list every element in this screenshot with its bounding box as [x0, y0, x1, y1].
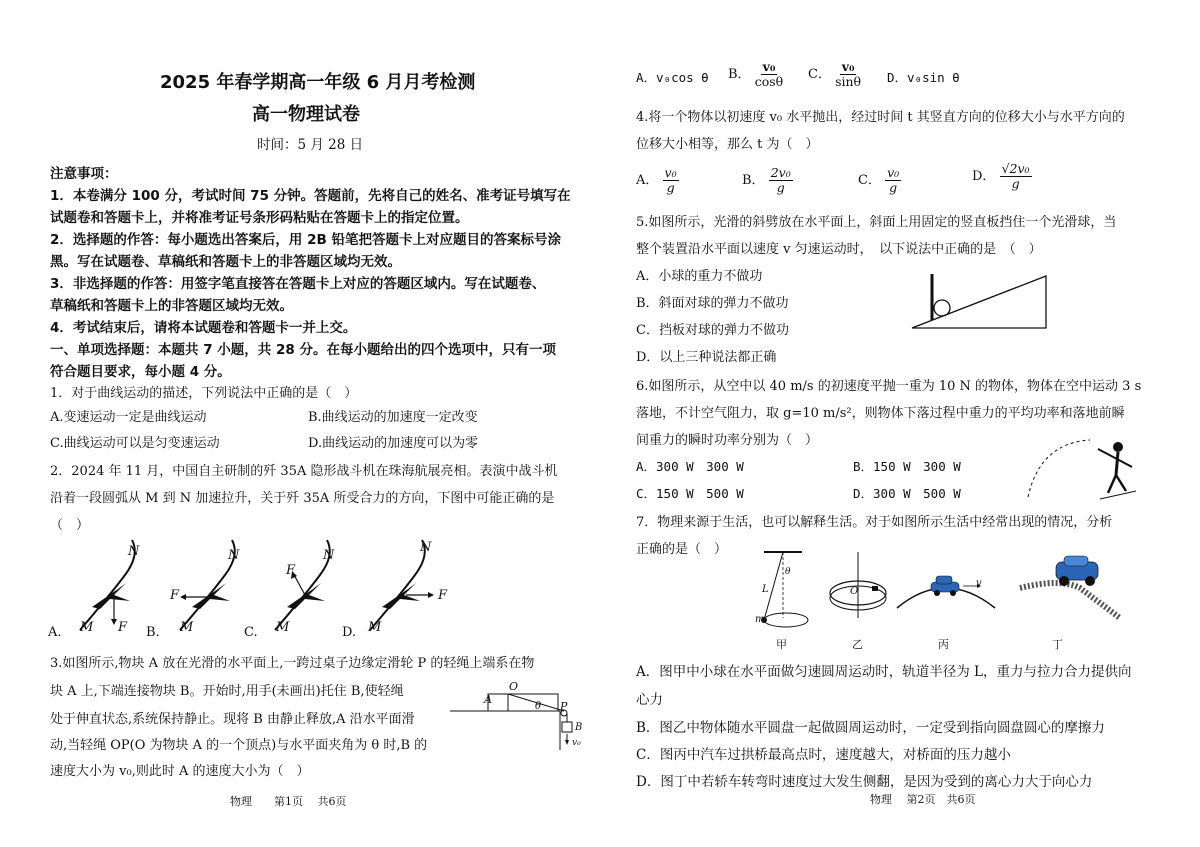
q7-line: 7．物理来源于生活，也可以解释生活。对于如图所示生活中经常出现的情况，分析 [636, 515, 1113, 530]
q2-line: （ ） [50, 518, 90, 533]
q3-line: 3.如图所示,物块 A 放在光滑的水平面上,一跨过桌子边缘定滑轮 P 的轻绳上端系在物 [50, 656, 535, 671]
exam-date: 时间：5 月 28 日 [257, 137, 364, 153]
q5-option-c: C．挡板对球的弹力不做功 [636, 323, 789, 338]
q7-fig-l: L [762, 584, 769, 595]
q2-option-b: B. [146, 625, 160, 640]
label-f: F [170, 588, 180, 603]
q5-line: 整个装置沿水平面以速度 v 匀速运动时， 以下说法中正确的是 （ ） [636, 242, 1042, 257]
q7-figures [750, 548, 1130, 648]
section-heading: 符合题目要求，每小题 4 分。 [50, 364, 231, 380]
q7-option-b: B．图乙中物体随水平圆盘一起做圆周运动时，一定受到指向圆盘圆心的摩擦力 [636, 720, 1105, 736]
q7-fig-label-yi: 乙 [852, 638, 863, 651]
exam-subtitle: 高一物理试卷 [252, 104, 360, 125]
q3-option-c: C． $\frac{\text{v₀}}{\sin\theta}$ [808, 59, 862, 89]
q7-option-a-cont: 心力 [636, 692, 663, 708]
note-line: 3．非选择题的作答：用签字笔直接答在答题卡上对应的答题区域内。写在试题卷、 [50, 276, 546, 292]
q2-figure-b [180, 540, 235, 630]
q2-option-d: D. [342, 625, 357, 640]
q5-option-b: B．斜面对球的弹力不做功 [636, 296, 789, 311]
q6-option-b: B．150 W 300 W [853, 459, 961, 474]
label-m: M [368, 620, 382, 635]
fig-label-p: P [560, 700, 568, 713]
q2-line: 2．2024 年 11 月，中国自主研制的歼 35A 隐形战斗机在珠海航展亮相。表演中战斗机 [50, 464, 558, 479]
fig-label-a: A [484, 693, 492, 706]
q5-option-d: D．以上三种说法都正确 [636, 350, 777, 365]
q1-option-a: A.变速运动一定是曲线运动 [50, 410, 207, 425]
label-n: N [128, 544, 140, 559]
q3-line: 动,当轻绳 OP(O 为物块 A 的一个顶点)与水平面夹角为 θ 时,B 的 [50, 738, 428, 753]
fig-label-o: O [509, 680, 519, 693]
label-n: N [420, 540, 432, 555]
q2-figure-c [275, 540, 330, 630]
label-n: N [323, 548, 335, 563]
label-m: M [80, 620, 94, 635]
q7-fig-label-jia: 甲 [776, 638, 787, 651]
q7-fig-label-ding: 丁 [1052, 638, 1063, 651]
q6-option-a: A．300 W 300 W [636, 459, 744, 474]
q7-fig-v: v [976, 578, 982, 589]
note-line: 黑。写在试题卷、草稿纸和答题卡上的非答题区域均无效。 [50, 254, 401, 270]
exam-title: 2025 年春学期高一年级 6 月月考检测 [160, 72, 476, 93]
q2-option-a: A. [48, 625, 62, 640]
note-line: 4．考试结束后，请将本试题卷和答题卡一并上交。 [50, 320, 357, 336]
q6-line: 间重力的瞬时功率分别为（ ） [636, 433, 819, 448]
q6-line: 6.如图所示，从空中以 40 m/s 的初速度平抛一重为 10 N 的物体，物体在空中运动 3 s [636, 379, 1142, 394]
q6-figure-thrower [1020, 435, 1140, 505]
q5-figure-wedge [910, 270, 1050, 330]
q5-line: 5.如图所示，光滑的斜劈放在水平面上，斜面上用固定的竖直板挡住一个光滑球，当 [636, 215, 1117, 230]
q4-line: 位移大小相等，那么 t 为（ ） [636, 137, 819, 152]
q7-figure-ding [1020, 556, 1120, 618]
q3-line: 速度大小为 v₀,则此时 A 的速度大小为（ ） [50, 764, 310, 779]
q7-fig-theta: θ [785, 567, 791, 577]
q5-option-a: A．小球的重力不做功 [636, 269, 763, 284]
q4-option-d: D． $\frac{\text{√2v₀}}{g}$ [972, 161, 1030, 191]
fig-label-v: v₀ [572, 738, 581, 748]
q7-option-c: C．图丙中汽车过拱桥最高点时，速度越大，对桥面的压力越小 [636, 747, 1011, 763]
q2-figure-a [80, 540, 135, 630]
q2-line: 沿着一段圆弧从 M 到 N 加速拉升，关于歼 35A 所受合力的方向，下图中可能正确的是 [50, 491, 555, 506]
fig-label-theta: θ [535, 701, 542, 712]
note-line: 草稿纸和答题卡上的非答题区域均无效。 [50, 298, 293, 314]
label-f: F [118, 620, 128, 635]
q1-option-d: D.曲线运动的加速度可以为零 [308, 436, 479, 451]
q7-line: 正确的是（ ） [636, 542, 728, 557]
q4-option-c: C． $\frac{\text{v₀}}{g}$ [858, 165, 900, 195]
q6-option-c: C．150 W 500 W [636, 486, 744, 501]
q1-stem: 1．对于曲线运动的描述，下列说法中正确的是（ ） [50, 386, 358, 401]
label-m: M [276, 620, 290, 635]
page-footer: 物理 第1页 共6页 [230, 795, 347, 808]
q7-fig-label-bing: 丙 [938, 638, 949, 651]
q3-line: 块 A 上,下端连接物块 B。开始时,用手(未画出)托住 B,使轻绳 [50, 684, 404, 699]
q4-option-a: A． $\frac{\text{v₀}}{g}$ [636, 165, 677, 195]
note-line: 1．本卷满分 100 分，考试时间 75 分钟。答题前，先将自己的姓名、准考证号填写在 [50, 188, 571, 204]
q7-option-d: D．图丁中若轿车转弯时速度过大发生侧翻，是因为受到的离心力大于向心力 [636, 774, 1093, 790]
page-1 [0, 0, 590, 847]
q7-fig-m: m [755, 614, 765, 625]
label-f: F [438, 588, 448, 603]
note-line: 2．选择题的作答：每小题选出答案后，用 2B 铅笔把答题卡上对应题目的答案标号涂 [50, 232, 561, 248]
q7-fig-o: O [850, 586, 859, 597]
q3-option-a: A．v₀cos θ [636, 70, 709, 85]
q3-option-b: B． $\frac{\text{v₀}}{\cos\theta}$ [728, 59, 784, 89]
fig-label-b: B [575, 722, 583, 733]
q2-option-c: C. [244, 625, 258, 640]
q3-option-d: D．v₀sin θ [887, 70, 960, 85]
note-line: 试题卷和答题卡上，并将准考证号条形码粘贴在答题卡上的指定位置。 [50, 210, 469, 226]
q7-option-a: A．图甲中小球在水平面做匀速圆周运动时，轨道半径为 L，重力与拉力合力提供向 [636, 664, 1132, 680]
q4-line: 4.将一个物体以初速度 v₀ 水平抛出，经过时间 t 其竖直方向的位移大小与水平方向的 [636, 110, 1125, 125]
label-f: F [286, 563, 296, 578]
q3-line: 处于伸直状态,系统保持静止。现将 B 由静止释放,A 沿水平面滑 [50, 712, 415, 727]
q6-option-d: D．300 W 500 W [853, 486, 961, 501]
page-2 [600, 0, 1190, 847]
notes-header: 注意事项： [50, 166, 118, 182]
q6-line: 落地，不计空气阻力，取 g=10 m/s²，则物体下落过程中重力的平均功率和落地前瞬 [636, 406, 1125, 421]
page-footer: 物理 第2页 共6页 [870, 793, 976, 806]
q4-option-b: B． $\frac{\text{2v₀}}{g}$ [742, 165, 791, 195]
section-heading: 一、单项选择题：本题共 7 小题，共 28 分。在每小题给出的四个选项中，只有一项 [50, 342, 556, 358]
q1-option-b: B.曲线运动的加速度一定改变 [308, 410, 478, 425]
q7-figure-yi [830, 552, 886, 618]
q1-option-c: C.曲线运动可以是匀变速运动 [50, 436, 220, 451]
label-m: M [180, 620, 194, 635]
label-n: N [228, 548, 240, 563]
